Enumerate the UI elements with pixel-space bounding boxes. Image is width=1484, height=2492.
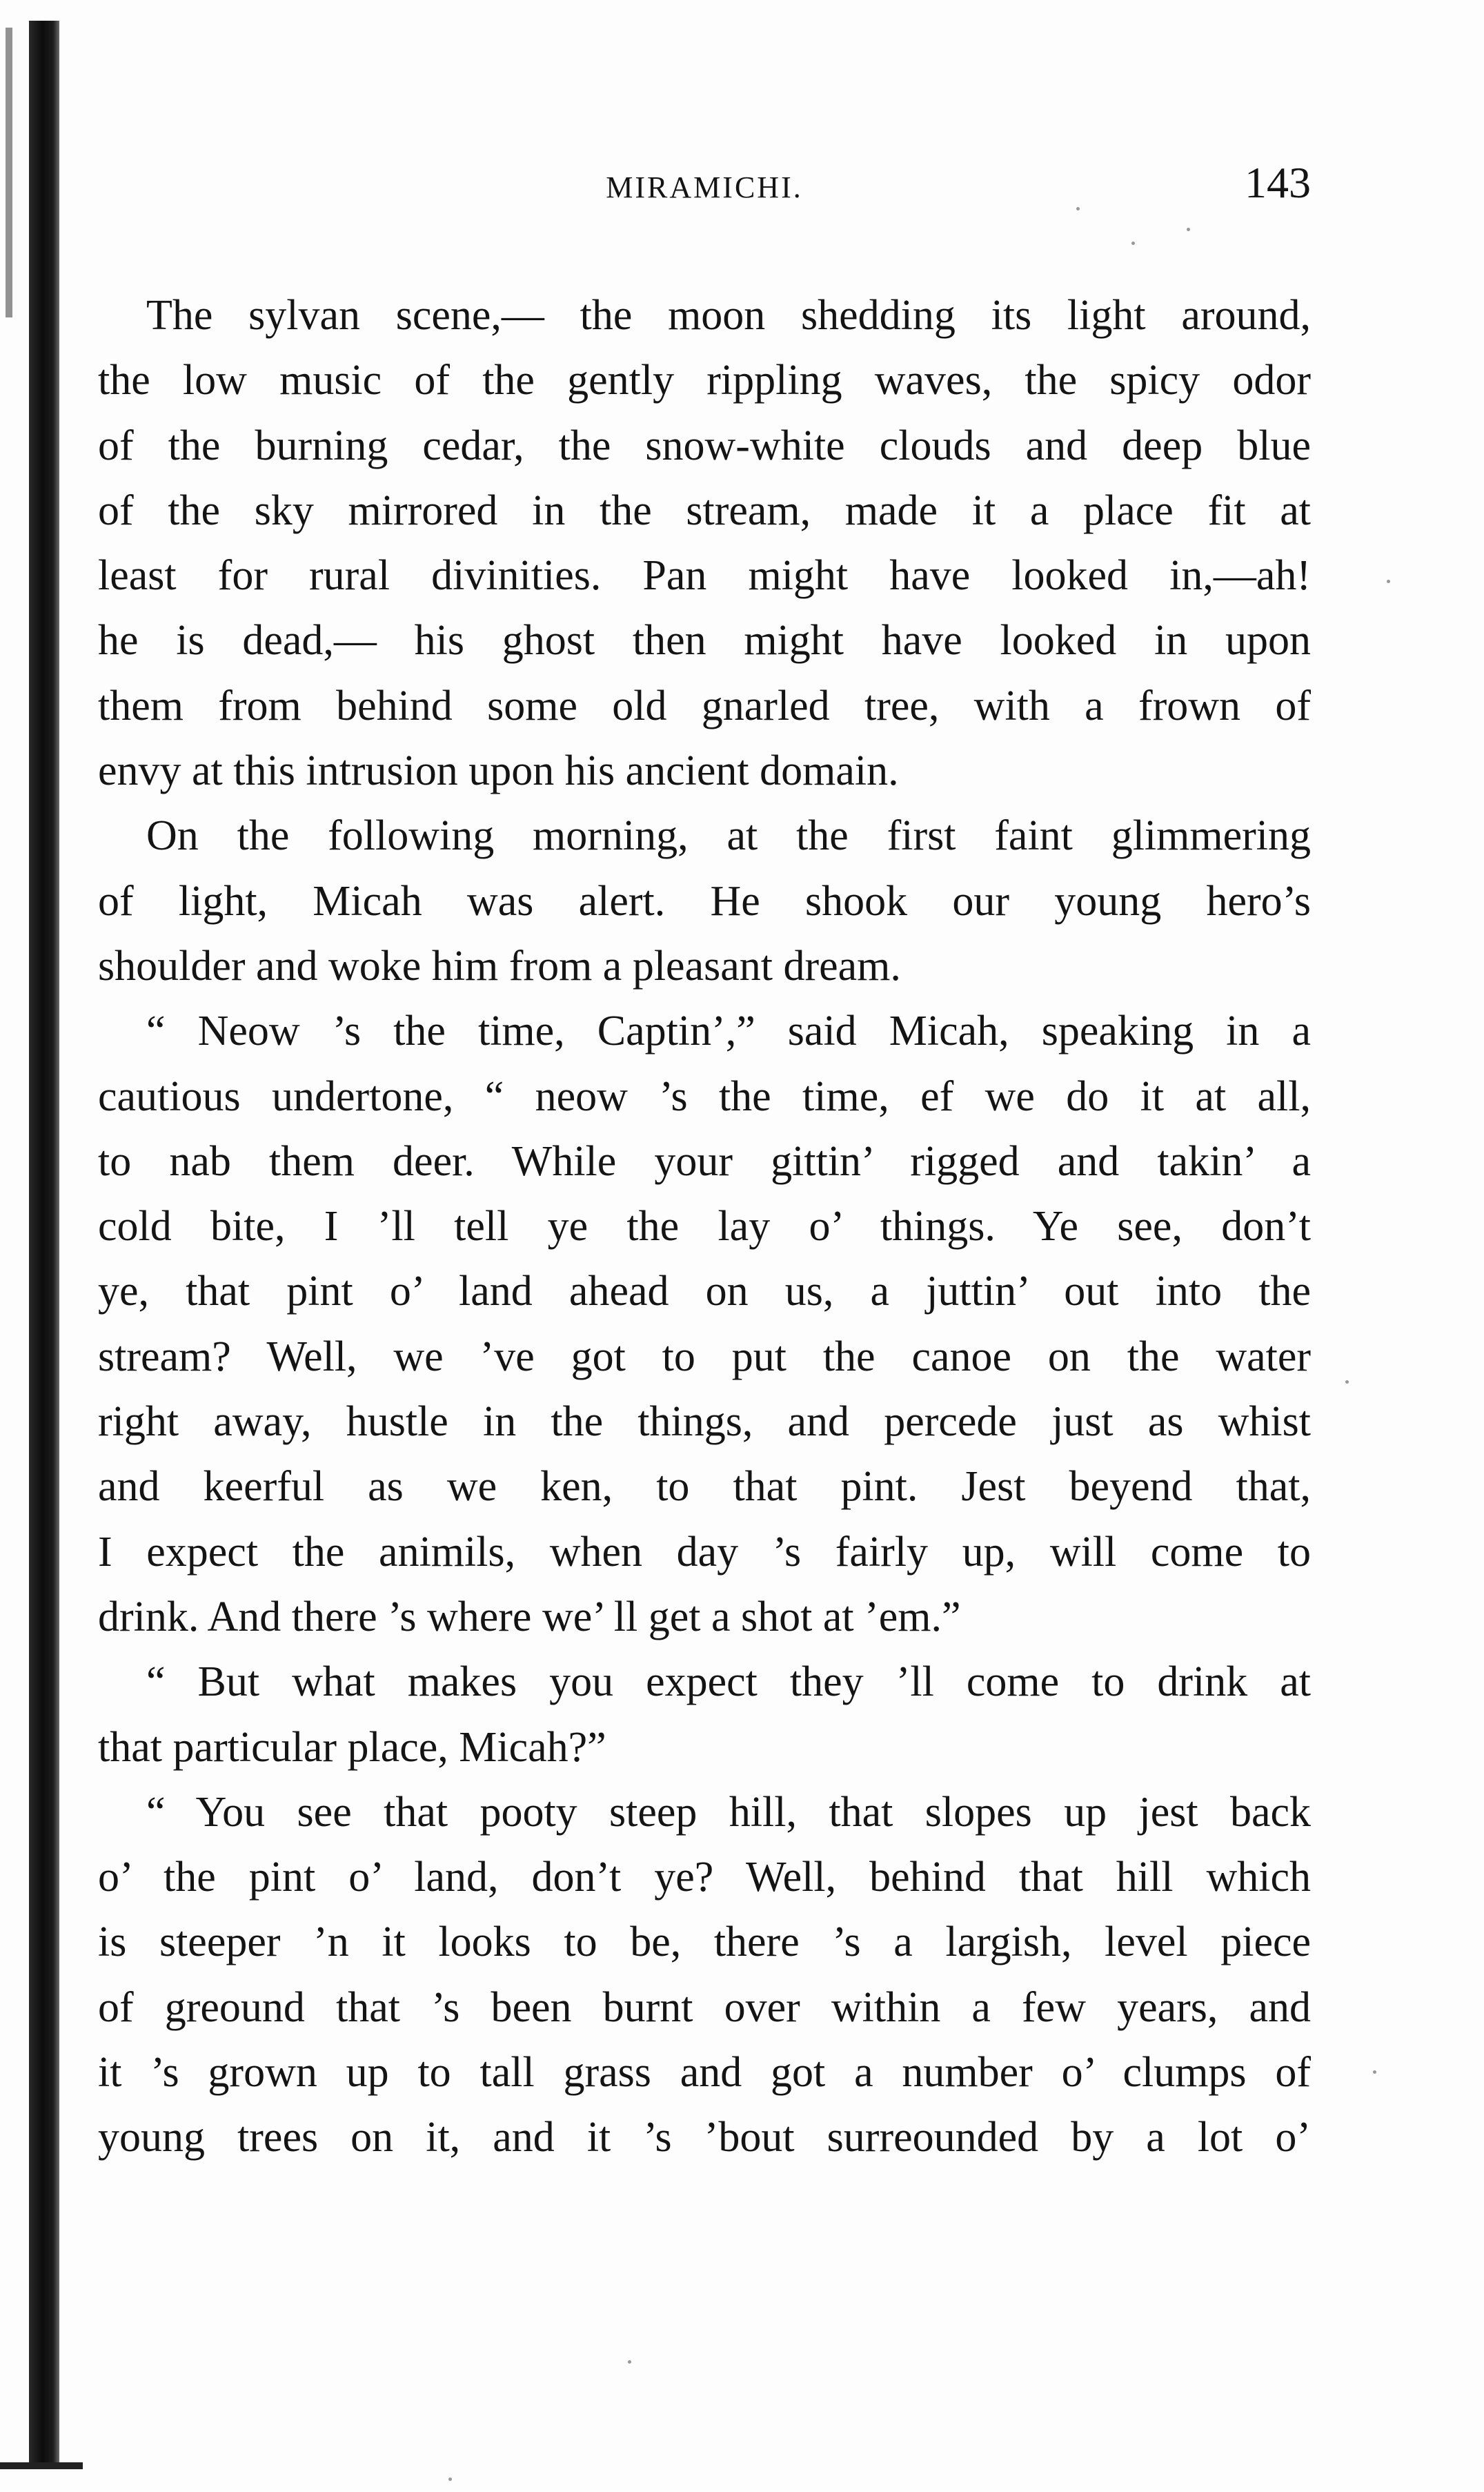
text-line: drink. And there ’s where we’ ll get a shot at ’em.” bbox=[98, 1593, 961, 1640]
text-line: “ But what makes you expect they ’ll come to drink at bbox=[146, 1658, 1311, 1706]
print-speck bbox=[1345, 1380, 1349, 1384]
page-header bbox=[98, 153, 1311, 215]
text-line: he is dead,— his ghost then might have looked in upon bbox=[98, 617, 1311, 665]
text-line: o’ the pint o’ land, don’t ye? Well, behind that hill which bbox=[98, 1854, 1311, 1901]
page-number: 143 bbox=[1245, 158, 1311, 207]
text-line: right away, hustle in the things, and percede just as whist bbox=[98, 1398, 1311, 1446]
print-speck bbox=[1187, 228, 1190, 231]
binding-foot bbox=[0, 2462, 83, 2469]
binding-edge bbox=[29, 21, 59, 2464]
text-line: young trees on it, and it ’s ’bout surreounded by a lot o’ bbox=[98, 2114, 1311, 2161]
text-line: and keerful as we ken, to that pint. Jest beyend that, bbox=[98, 1463, 1311, 1511]
print-speck bbox=[1076, 207, 1080, 210]
text-line: of greound that ’s been burnt over within a few years, and bbox=[98, 1983, 1311, 2031]
running-head: MIRAMICHI. bbox=[606, 170, 803, 204]
text-line: cautious undertone, “ neow ’s the time, ef we do it at all, bbox=[98, 1072, 1311, 1120]
print-speck bbox=[628, 2360, 631, 2364]
text-line: envy at this intrusion upon his ancient domain. bbox=[98, 747, 899, 795]
print-speck bbox=[448, 2478, 452, 2481]
text-line: of the burning cedar, the snow-white clouds and deep blue bbox=[98, 422, 1311, 469]
print-speck bbox=[1387, 580, 1390, 583]
text-line: cold bite, I ’ll tell ye the lay o’ things. Ye see, don’t bbox=[98, 1203, 1311, 1250]
text-line: ye, that pint o’ land ahead on us, a juttin’ out into the bbox=[98, 1268, 1311, 1315]
text-line: On the following morning, at the first faint glimmering bbox=[146, 812, 1311, 860]
text-line: them from behind some old gnarled tree, with a frown of bbox=[98, 682, 1311, 729]
text-line: to nab them deer. While your gittin’ rigged and takin’ a bbox=[98, 1137, 1311, 1185]
print-speck bbox=[1131, 242, 1135, 245]
text-line: of light, Micah was alert. He shook our young hero’s bbox=[98, 877, 1311, 925]
text-line: shoulder and woke him from a pleasant dream. bbox=[98, 942, 901, 990]
text-line: least for rural divinities. Pan might have looked in,—ah! bbox=[98, 552, 1311, 600]
text-line: that particular place, Micah?” bbox=[98, 1723, 606, 1771]
text-line: I expect the animils, when day ’s fairly up, will come to bbox=[98, 1528, 1311, 1576]
binding-shadow bbox=[6, 28, 12, 317]
text-line: stream? Well, we ’ve got to put the canoe on the water bbox=[98, 1333, 1311, 1380]
body-text bbox=[98, 283, 1311, 2170]
text-line: the low music of the gently rippling waves, the spicy odor bbox=[98, 357, 1311, 404]
text-line: “ Neow ’s the time, Captin’,” said Micah, speaking in a bbox=[146, 1008, 1311, 1055]
text-line: is steeper ’n it looks to be, there ’s a largish, level piece bbox=[98, 1919, 1311, 1966]
text-line: of the sky mirrored in the stream, made it a place fit at bbox=[98, 487, 1311, 534]
text-line: The sylvan scene,— the moon shedding its light around, bbox=[146, 292, 1311, 339]
text-line: “ You see that pooty steep hill, that slopes up jest back bbox=[146, 1788, 1311, 1836]
text-line: it ’s grown up to tall grass and got a number o’ clumps of bbox=[98, 2049, 1311, 2097]
print-speck bbox=[1373, 2070, 1376, 2074]
